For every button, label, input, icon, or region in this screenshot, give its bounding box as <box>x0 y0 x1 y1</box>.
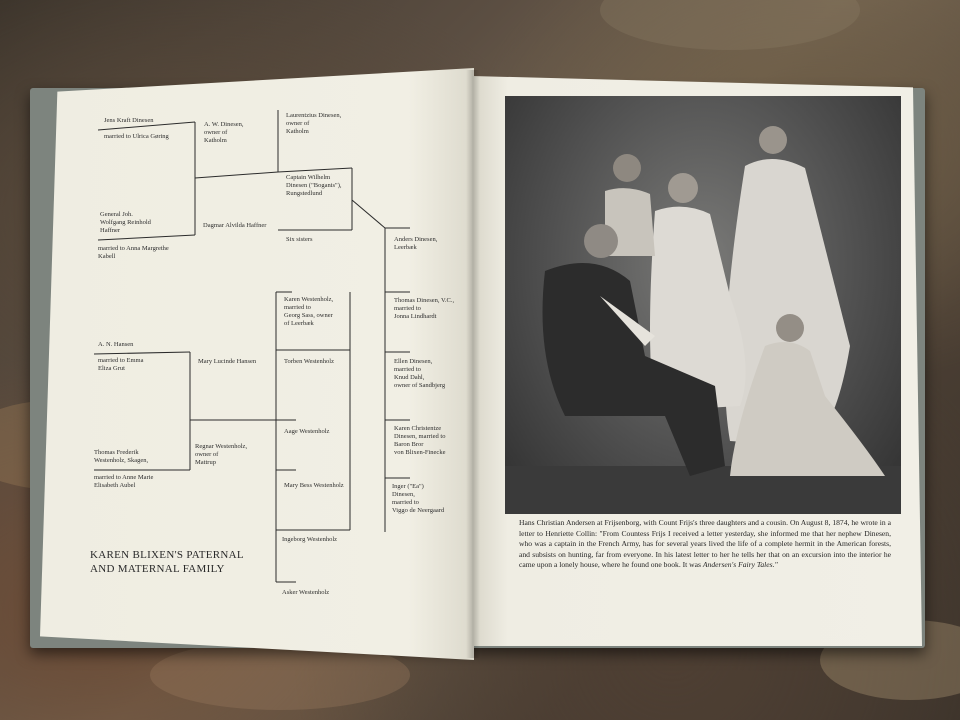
caption-text: Hans Christian Andersen at Frijsenborg, with Count Frijs's three daughters and a cousin. On August 8, 1874, he wrote in a letter to Henriette Collin: "From Countess Frijs I received a letter yesterday, she informed me that her nephew Dinesen, who was a captain in the French Army, has for several years lived the life of a complete hermit in the American forests, and subsists on hunting, far from everyone. In his latest letter to her he tells her that on an excursion into the interior he came upon a lonely house, where he found one book. It was <box>519 518 891 570</box>
tree-person: Aage Westenholz <box>284 428 330 435</box>
tree-person: Six sisters <box>286 236 313 243</box>
historical-photograph <box>505 96 901 514</box>
tree-person: A. N. Hansen <box>98 341 134 348</box>
photo-figures <box>505 96 901 514</box>
tree-person: Ellen Dinesen, married to Knud Dahl, owner of Sandbjerg <box>394 358 446 389</box>
family-tree-title: KAREN BLIXEN'S PATERNAL AND MATERNAL FAMILY <box>90 549 244 575</box>
tree-person: Jens Kraft Dinesen <box>104 117 154 124</box>
tree-person: Ingeborg Westenholz <box>282 536 338 543</box>
tree-person: Karen Christentze Dinesen, married to Baron Bror von Blixen-Finecke <box>394 425 446 456</box>
tree-person: Mary Lucinde Hansen <box>198 358 257 365</box>
tree-person: married to Ulrica Gøring <box>104 133 169 140</box>
tree-person: married to Emma Eliza Grut <box>98 357 144 372</box>
tree-person: Thomas Dinesen, V.C., married to Jonna Lindhardt <box>394 297 455 320</box>
tree-person: married to Anne Marie Elisabeth Aubel <box>94 474 154 489</box>
tree-person: Captain Wilhelm Dinesen ("Boganis"), Rungstedlund <box>286 174 342 197</box>
tree-person: Laurentzius Dinesen, owner of Katholm <box>286 112 342 135</box>
tree-person: General Joh. Wolfgang Reinhold Haffner <box>100 211 151 234</box>
tree-person: Torben Westenholz <box>284 358 334 365</box>
tree-person: A. W. Dinesen, owner of Katholm <box>204 121 244 144</box>
tree-person: Inger ("Ea") Dinesen, married to Viggo de Neergaard <box>392 483 445 514</box>
tree-person: Regnar Westenholz, owner of Mattrup <box>195 443 248 466</box>
tree-person: Dagmar Alvilda Haffner <box>203 222 267 229</box>
tree-person: married to Anna Margrethe Kabell <box>98 245 169 260</box>
tree-person: Karen Westenholz, married to Georg Sass, owner of Leerbæk <box>284 296 334 327</box>
tree-person: Thomas Frederik Westenholz, Skagen, <box>94 449 149 464</box>
caption-book-title: Andersen's Fairy Tales." <box>702 560 778 570</box>
tree-person: Anders Dinesen, Leerbæk <box>394 236 438 251</box>
tree-person: Mary Bess Westenholz <box>284 482 344 489</box>
tree-person: Asker Westenholz <box>282 589 330 596</box>
photo-caption <box>519 518 891 571</box>
